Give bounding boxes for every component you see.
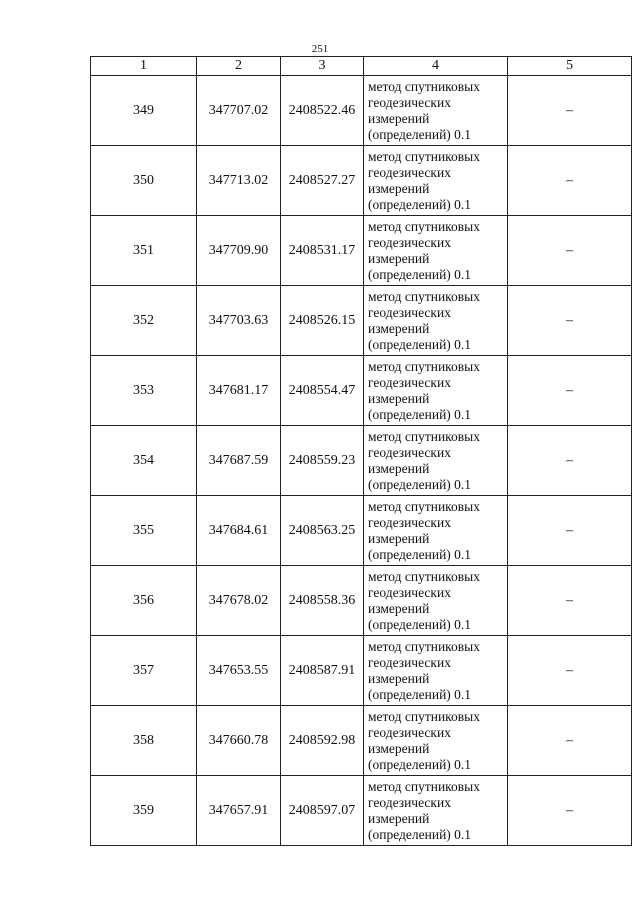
method-line: (определений) 0.1: [368, 546, 472, 562]
note-cell: –: [508, 76, 632, 146]
method-cell: [364, 286, 508, 356]
method-line: метод спутниковых: [368, 638, 480, 654]
y-coordinate-cell: 2408526.15: [281, 286, 364, 356]
x-coordinate-cell: 347707.02: [197, 76, 281, 146]
x-coordinate-cell: 347687.59: [197, 426, 281, 496]
column-header: 4: [364, 57, 508, 76]
method-cell: [364, 76, 508, 146]
method-line: метод спутниковых: [368, 288, 480, 304]
table-row: [91, 356, 632, 426]
note-cell: –: [508, 776, 632, 846]
method-line: геодезических: [368, 94, 451, 110]
x-coordinate-cell: 347681.17: [197, 356, 281, 426]
y-coordinate-cell: 2408587.91: [281, 636, 364, 706]
table-row: [91, 146, 632, 216]
note-cell: –: [508, 636, 632, 706]
method-line: геодезических: [368, 164, 451, 180]
x-coordinate-cell: 347709.90: [197, 216, 281, 286]
method-cell: [364, 216, 508, 286]
point-number-cell: 350: [91, 146, 197, 216]
note-cell: –: [508, 216, 632, 286]
point-number-cell: 349: [91, 76, 197, 146]
page-number: 251: [311, 43, 329, 55]
point-number-cell: 352: [91, 286, 197, 356]
column-header: 2: [197, 57, 281, 76]
method-cell: [364, 146, 508, 216]
table-row: [91, 566, 632, 636]
y-coordinate-cell: 2408559.23: [281, 426, 364, 496]
x-coordinate-cell: 347678.02: [197, 566, 281, 636]
table-row: [91, 706, 632, 776]
method-line: измерений: [368, 320, 430, 336]
point-number-cell: 351: [91, 216, 197, 286]
x-coordinate-cell: 347653.55: [197, 636, 281, 706]
y-coordinate-cell: 2408597.07: [281, 776, 364, 846]
method-line: геодезических: [368, 584, 451, 600]
method-cell: [364, 566, 508, 636]
method-line: метод спутниковых: [368, 78, 480, 94]
y-coordinate-cell: 2408558.36: [281, 566, 364, 636]
coordinates-table: [90, 56, 632, 846]
table-row: [91, 496, 632, 566]
note-cell: –: [508, 426, 632, 496]
x-coordinate-cell: 347657.91: [197, 776, 281, 846]
y-coordinate-cell: 2408563.25: [281, 496, 364, 566]
method-line: геодезических: [368, 234, 451, 250]
method-cell: [364, 636, 508, 706]
method-line: (определений) 0.1: [368, 756, 472, 772]
method-line: измерений: [368, 600, 430, 616]
method-line: геодезических: [368, 374, 451, 390]
method-line: (определений) 0.1: [368, 406, 472, 422]
method-line: метод спутниковых: [368, 568, 480, 584]
method-line: измерений: [368, 180, 430, 196]
column-header: 3: [281, 57, 364, 76]
table-row: [91, 776, 632, 846]
method-line: (определений) 0.1: [368, 686, 472, 702]
y-coordinate-cell: 2408531.17: [281, 216, 364, 286]
note-cell: –: [508, 286, 632, 356]
method-line: измерений: [368, 390, 430, 406]
method-cell: [364, 706, 508, 776]
column-header: 1: [91, 57, 197, 76]
method-line: измерений: [368, 530, 430, 546]
y-coordinate-cell: 2408522.46: [281, 76, 364, 146]
point-number-cell: 356: [91, 566, 197, 636]
note-cell: –: [508, 566, 632, 636]
method-line: измерений: [368, 460, 430, 476]
point-number-cell: 358: [91, 706, 197, 776]
note-cell: –: [508, 706, 632, 776]
method-line: метод спутниковых: [368, 498, 480, 514]
method-line: (определений) 0.1: [368, 826, 472, 842]
method-cell: [364, 356, 508, 426]
method-line: измерений: [368, 110, 430, 126]
method-line: геодезических: [368, 724, 451, 740]
method-line: (определений) 0.1: [368, 336, 472, 352]
point-number-cell: 359: [91, 776, 197, 846]
method-line: метод спутниковых: [368, 428, 480, 444]
method-line: (определений) 0.1: [368, 196, 472, 212]
method-cell: [364, 496, 508, 566]
table-row: [91, 426, 632, 496]
method-cell: [364, 776, 508, 846]
method-line: метод спутниковых: [368, 778, 480, 794]
x-coordinate-cell: 347703.63: [197, 286, 281, 356]
method-line: геодезических: [368, 304, 451, 320]
table-row: [91, 636, 632, 706]
method-line: измерений: [368, 250, 430, 266]
column-header: 5: [508, 57, 632, 76]
method-line: метод спутниковых: [368, 148, 480, 164]
method-line: метод спутниковых: [368, 358, 480, 374]
method-line: метод спутниковых: [368, 218, 480, 234]
point-number-cell: 357: [91, 636, 197, 706]
x-coordinate-cell: 347660.78: [197, 706, 281, 776]
x-coordinate-cell: 347684.61: [197, 496, 281, 566]
method-cell: [364, 426, 508, 496]
table-header-row: [91, 57, 632, 76]
y-coordinate-cell: 2408554.47: [281, 356, 364, 426]
point-number-cell: 355: [91, 496, 197, 566]
method-line: (определений) 0.1: [368, 266, 472, 282]
x-coordinate-cell: 347713.02: [197, 146, 281, 216]
point-number-cell: 354: [91, 426, 197, 496]
note-cell: –: [508, 146, 632, 216]
y-coordinate-cell: 2408527.27: [281, 146, 364, 216]
table-row: [91, 286, 632, 356]
point-number-cell: 353: [91, 356, 197, 426]
method-line: геодезических: [368, 444, 451, 460]
method-line: (определений) 0.1: [368, 126, 472, 142]
note-cell: –: [508, 356, 632, 426]
method-line: измерений: [368, 670, 430, 686]
method-line: метод спутниковых: [368, 708, 480, 724]
method-line: геодезических: [368, 794, 451, 810]
method-line: измерений: [368, 810, 430, 826]
y-coordinate-cell: 2408592.98: [281, 706, 364, 776]
method-line: геодезических: [368, 654, 451, 670]
table-row: [91, 216, 632, 286]
table-row: [91, 76, 632, 146]
method-line: измерений: [368, 740, 430, 756]
method-line: (определений) 0.1: [368, 616, 472, 632]
method-line: геодезических: [368, 514, 451, 530]
method-line: (определений) 0.1: [368, 476, 472, 492]
note-cell: –: [508, 496, 632, 566]
